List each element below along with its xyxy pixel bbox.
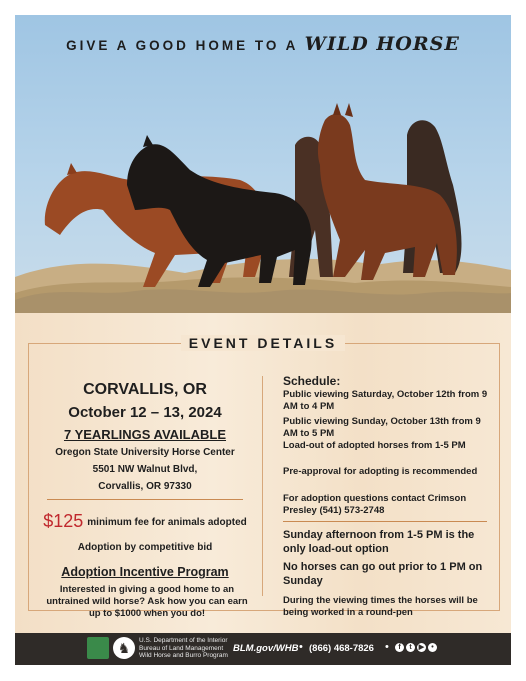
website-link[interactable]: BLM.gov/WHB — [233, 643, 299, 654]
adoption-contact: For adoption questions contact Crimson Presley (541) 573-2748 — [283, 493, 467, 516]
fee-text: minimum fee for animals adopted — [87, 517, 247, 528]
agency-line: U.S. Department of the Interior — [139, 637, 228, 644]
blm-logo-icon — [87, 637, 109, 659]
event-dates: October 12 – 13, 2024 — [68, 404, 222, 421]
agency-line: Bureau of Land Management — [139, 644, 224, 652]
yearlings-available: 7 YEARLINGS AVAILABLE — [63, 427, 227, 442]
separator-dot: • — [385, 641, 389, 653]
venue-street: 5501 NW Walnut Blvd, — [92, 464, 198, 475]
incentive-title: Adoption Incentive Program — [61, 565, 229, 579]
flickr-icon[interactable]: • — [428, 643, 437, 652]
venue-name: Oregon State University Horse Center — [55, 447, 235, 458]
headline-script: WILD HORSE — [304, 33, 460, 55]
divider-line — [283, 521, 487, 522]
incentive-body: Interested in giving a good home to an untrained wild horse? Ask how you can earn up to $1000 when you do! — [46, 584, 248, 619]
agency-name — [139, 637, 228, 660]
headline-prefix: GIVE A GOOD HOME TO A — [66, 38, 298, 53]
footer-bar — [15, 633, 511, 665]
column-divider — [262, 376, 263, 596]
horse-logo-icon: ♞ — [113, 637, 135, 659]
event-details-title — [15, 335, 511, 351]
phone-number[interactable]: (866) 468-7826 — [309, 643, 374, 654]
adoption-fee — [35, 511, 255, 532]
round-pen-notice: During the viewing times the horses will be being worked in a round-pen — [283, 595, 478, 618]
twitter-icon[interactable]: t — [406, 643, 415, 652]
venue-city-zip: Corvallis, OR 97330 — [98, 481, 192, 492]
adoption-flyer — [15, 15, 511, 665]
headline — [15, 33, 511, 55]
separator-dot: • — [299, 641, 303, 653]
load-out-notice: Sunday afternoon from 1-5 PM is the only load-out option — [283, 529, 475, 555]
no-early-pickup-notice: No horses can go out prior to 1 PM on Sunday — [283, 561, 483, 587]
youtube-icon[interactable]: ▶ — [418, 644, 425, 651]
schedule-item: Public viewing Sunday, October 13th from 9 AM to 5 PM — [283, 416, 481, 439]
facebook-icon[interactable]: f — [395, 643, 404, 652]
schedule-item: Pre-approval for adopting is recommended — [283, 466, 478, 477]
wild-horses-photo — [15, 15, 511, 313]
event-details-title-text: EVENT DETAILS — [181, 335, 345, 351]
schedule-title: Schedule: — [283, 374, 341, 388]
agency-line: Wild Horse and Burro Program — [139, 652, 228, 659]
schedule-item: Public viewing Saturday, October 12th from 9 AM to 4 PM — [283, 389, 488, 412]
bid-text: Adoption by competitive bid — [77, 542, 213, 553]
event-details-panel — [15, 313, 511, 633]
schedule-item: Load-out of adopted horses from 1-5 PM — [283, 440, 466, 451]
divider-line — [47, 499, 243, 500]
horses-illustration — [15, 15, 511, 313]
event-city: CORVALLIS, OR — [83, 381, 207, 398]
fee-amount: $125 — [43, 511, 84, 531]
